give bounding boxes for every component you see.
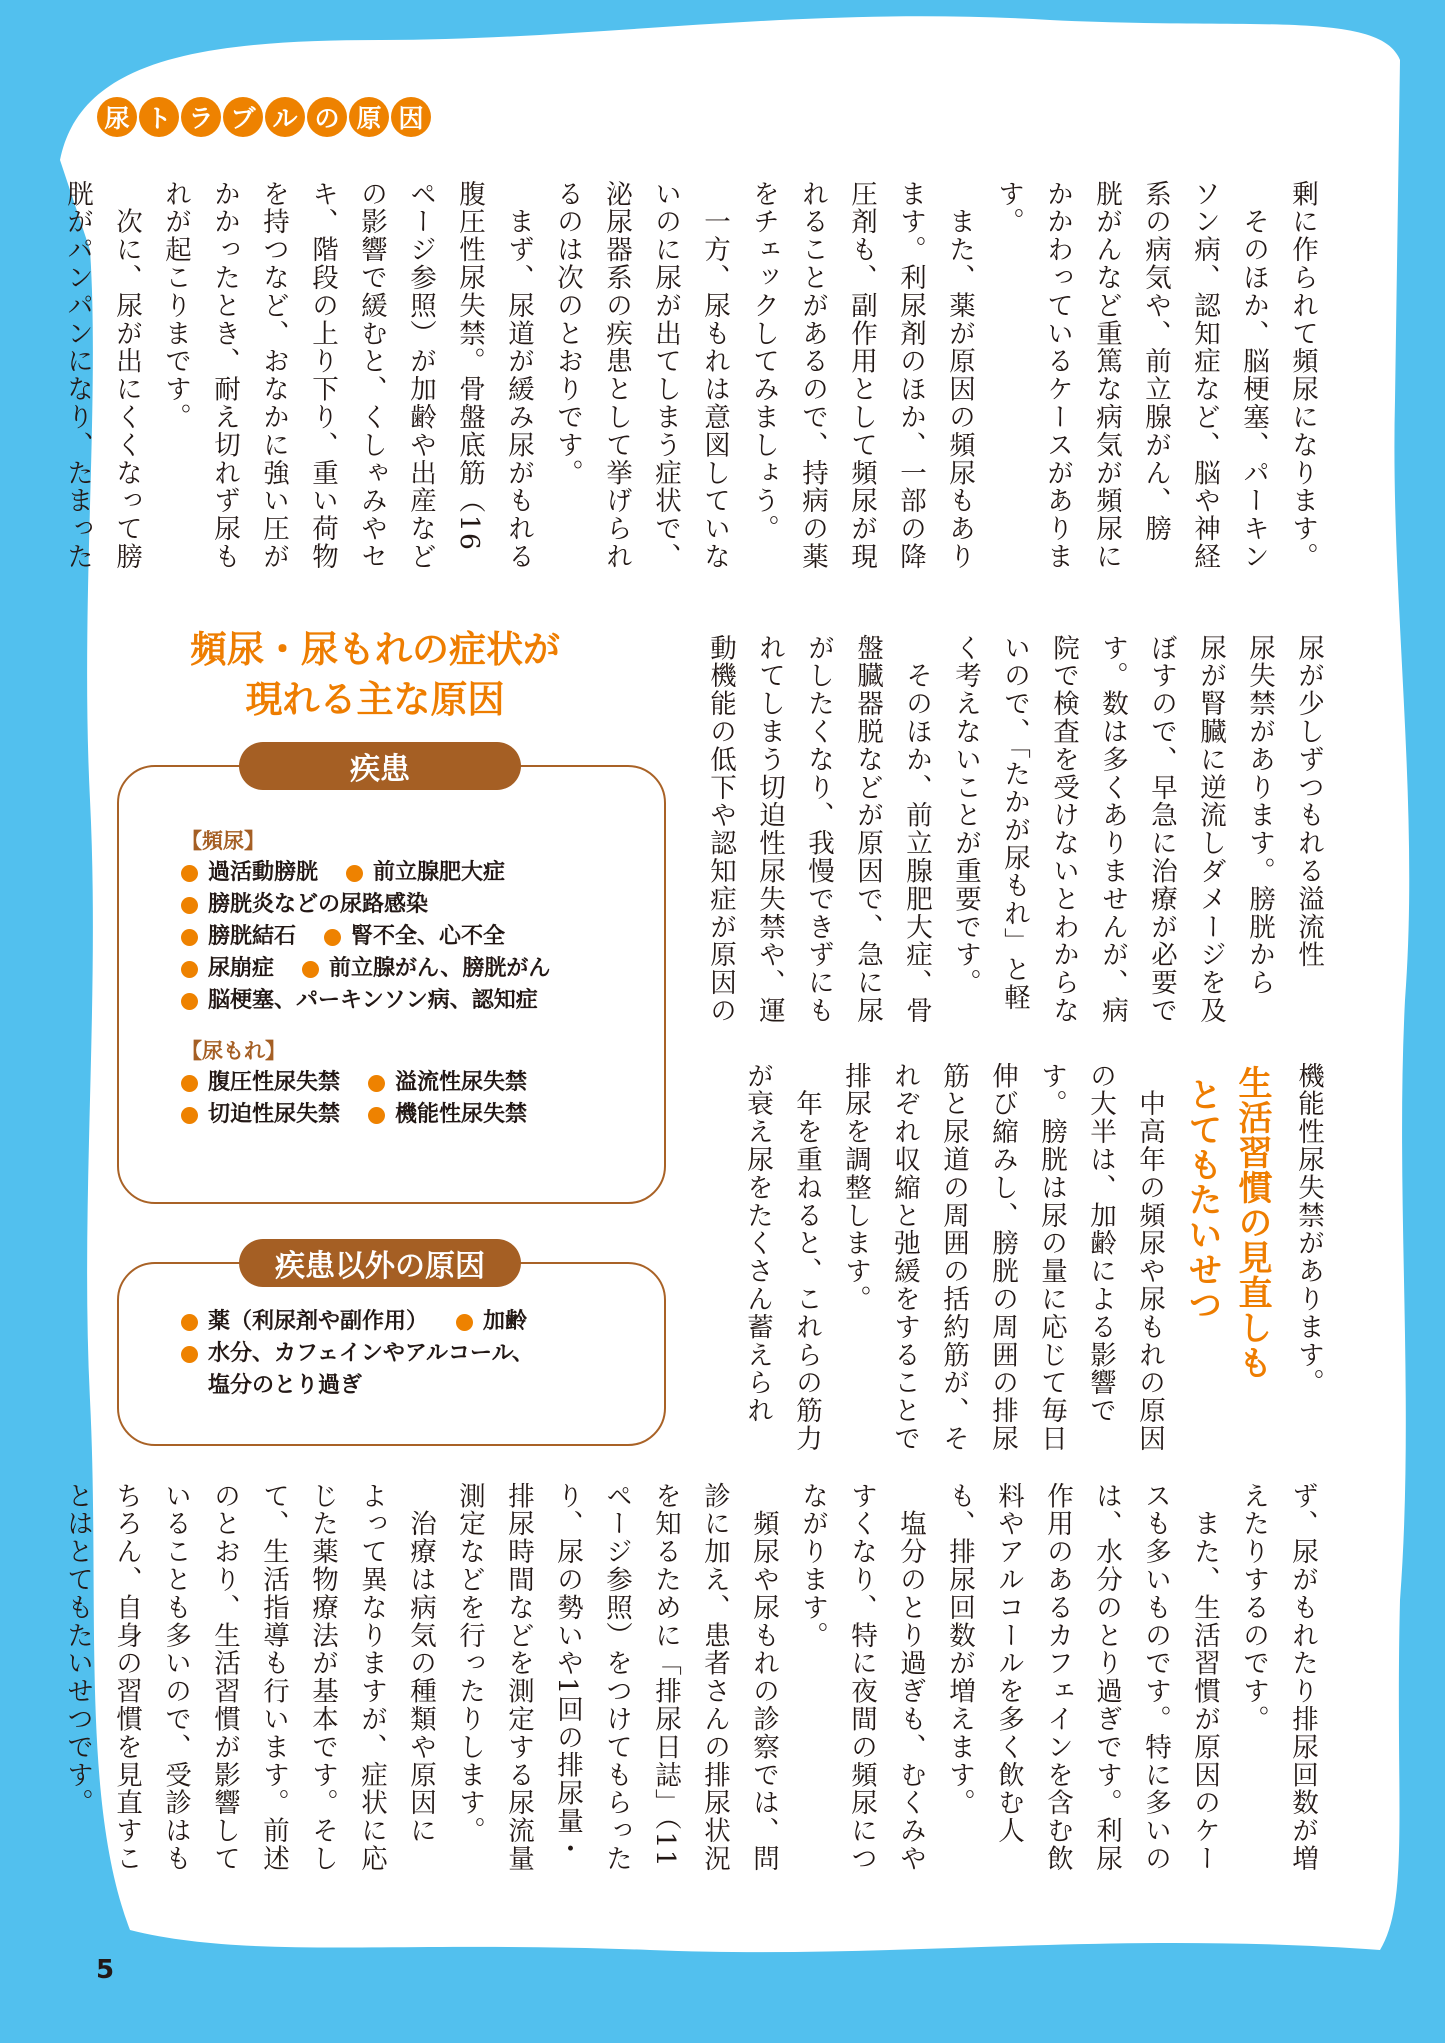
- text-column: 作用のあるカフェインを含む飲: [1042, 1482, 1073, 1873]
- cause-item: [368, 1099, 527, 1131]
- text-column: は、水分のとり過ぎです。利尿: [1091, 1482, 1122, 1873]
- page-number: 5: [96, 1955, 115, 1985]
- text-column: 尿が少しずつもれる溢流性: [1293, 634, 1324, 969]
- cause-item: [302, 953, 550, 985]
- cause-text: 水分、カフェインやアルコール、 塩分のとり過ぎ: [208, 1341, 534, 1398]
- section-tag-char: ラ: [181, 97, 221, 137]
- text-column: 伸び縮みし、膀胱の周囲の排尿: [987, 1062, 1018, 1453]
- text-column: また、薬が原因の頻尿もあり: [944, 180, 975, 571]
- section-tag-char: 因: [391, 97, 431, 137]
- text-column: て、生活指導も行います。前述: [258, 1482, 289, 1873]
- text-column: 院で検査を受けないとわからな: [1048, 634, 1079, 1025]
- text-column: かかったとき、耐え切れず尿も: [209, 180, 240, 571]
- text-column: ます。利尿剤のほか、一部の降: [895, 180, 926, 571]
- text-column: れぞれ収縮と弛緩をすることで: [889, 1062, 920, 1453]
- text-column: をチェックしてみましょう。: [748, 180, 779, 543]
- cause-item: [181, 1338, 534, 1402]
- text-column: り、尿の勢いや1回の排尿量・: [552, 1482, 583, 1863]
- body-text-block-top: [53, 180, 1327, 600]
- text-column: 塩分のとり過ぎも、むくみや: [895, 1482, 926, 1873]
- text-column: 次に、尿が出にくくなって膀: [111, 180, 142, 571]
- text-column: 排尿時間などを測定する尿流量: [503, 1482, 534, 1873]
- text-column: 排尿を調整します。: [840, 1062, 871, 1314]
- cause-text: 膀胱炎などの尿路感染: [208, 892, 429, 917]
- text-column: 胱がパンパンになり、たまった: [62, 180, 93, 571]
- text-column: を持つなど、おなかに強い圧が: [258, 180, 289, 571]
- section-tag-char: の: [307, 97, 347, 137]
- cause-row: [181, 953, 654, 985]
- cause-item: [181, 1067, 340, 1099]
- bullet-icon: [456, 1314, 473, 1331]
- text-column: す。膀胱は尿の量に応じて毎日: [1036, 1062, 1067, 1453]
- cause-row: [181, 889, 654, 921]
- bullet-icon: [368, 1107, 385, 1124]
- text-column: のとおり、生活習慣が影響して: [209, 1482, 240, 1873]
- cause-text: 薬（利尿剤や副作用）: [208, 1309, 429, 1334]
- text-column: 圧剤も、副作用として頻尿が現: [846, 180, 877, 571]
- cause-text: 切迫性尿失禁: [208, 1102, 341, 1127]
- cause-item: [181, 857, 318, 889]
- non-disease-box: [117, 1249, 666, 1446]
- cause-text: 腹圧性尿失禁: [208, 1070, 341, 1095]
- cause-item: [181, 953, 274, 985]
- cause-item: [456, 1306, 527, 1338]
- cause-row: [181, 985, 654, 1017]
- text-column: そのほか、脳梗塞、パーキン: [1238, 180, 1269, 571]
- cause-item: [181, 1099, 340, 1131]
- cause-text: 溢流性尿失禁: [395, 1070, 528, 1095]
- text-column: 治療は病気の種類や原因に: [405, 1482, 436, 1845]
- section-tag-char: 原: [349, 97, 389, 137]
- cause-item: [181, 921, 296, 953]
- text-column: 料やアルコールを多く飲む人: [993, 1482, 1024, 1845]
- lifestyle-heading-line: とてもたいせつ: [1182, 1077, 1222, 1322]
- text-column: ページ参照）が加齢や出産など: [405, 180, 436, 571]
- text-column: ず、尿がもれたり排尿回数が増: [1287, 1482, 1318, 1873]
- body-text-block-middle: [696, 634, 1333, 1054]
- cause-text: 脳梗塞、パーキンソン病、認知症: [208, 988, 538, 1013]
- text-column: キ、階段の上り下り、重い荷物: [307, 180, 338, 571]
- section-tag: [97, 97, 431, 137]
- section-tag-char: ル: [265, 97, 305, 137]
- text-column: く考えないことが重要です。: [950, 634, 981, 997]
- lifestyle-heading: [1177, 1065, 1277, 1380]
- text-column: まず、尿道が緩み尿がもれる: [503, 180, 534, 571]
- bullet-icon: [181, 897, 198, 914]
- text-column: 系の病気や、前立腺がん、膀: [1140, 180, 1171, 543]
- cause-text: 前立腺肥大症: [373, 860, 506, 885]
- cause-text: 加齢: [483, 1309, 528, 1334]
- text-column: 頻尿や尿もれの診察では、問: [748, 1482, 779, 1873]
- text-column: がしたくなり、我慢できずにも: [803, 634, 834, 1025]
- cause-row: [181, 1099, 654, 1131]
- text-column: よって異なりますが、症状に応: [356, 1482, 387, 1873]
- cause-row: [181, 1306, 654, 1338]
- text-column: ページ参照）をつけてもらった: [601, 1482, 632, 1873]
- text-column: ぼすので、早急に治療が必要で: [1146, 634, 1177, 1025]
- text-column: かかわっているケースがありま: [1042, 180, 1073, 571]
- text-column: 筋と尿道の周囲の括約筋が、そ: [938, 1062, 969, 1453]
- cause-item: [368, 1067, 527, 1099]
- bullet-icon: [181, 1075, 198, 1092]
- incontinence-label: 【尿もれ】: [181, 1039, 286, 1063]
- bullet-icon: [181, 929, 198, 946]
- bullet-icon: [181, 961, 198, 978]
- text-column: の大半は、加齢による影響で: [1085, 1062, 1116, 1425]
- cause-item: [324, 921, 505, 953]
- frequent-urination-label: 【頻尿】: [181, 829, 265, 853]
- text-column: の影響で緩むと、くしゃみやセ: [356, 180, 387, 571]
- text-column: れが起こりまです。: [160, 180, 191, 432]
- text-column: スも多いものです。特に多いの: [1140, 1482, 1171, 1873]
- text-column: 機能性尿失禁があります。: [1293, 1062, 1324, 1397]
- section-tag-char: ブ: [223, 97, 263, 137]
- text-column: 泌尿器系の疾患として挙げられ: [601, 180, 632, 571]
- text-column: 一方、尿もれは意図していな: [699, 180, 730, 571]
- text-column: 測定などを行ったりします。: [454, 1482, 485, 1845]
- text-column: 年を重ねると、これらの筋力: [791, 1062, 822, 1453]
- disease-box-tab: 疾患: [239, 742, 521, 790]
- text-column: そのほか、前立腺肥大症、骨: [901, 634, 932, 1025]
- text-column: す。: [993, 180, 1024, 236]
- bullet-icon: [368, 1075, 385, 1092]
- disease-box: [117, 752, 666, 1204]
- text-column: 尿失禁があります。膀胱から: [1244, 634, 1275, 997]
- text-column: が衰え尿をたくさん蓄えられ: [742, 1062, 773, 1425]
- text-column: ソン病、認知症など、脳や神経: [1189, 180, 1220, 571]
- cause-row: [181, 921, 654, 953]
- bullet-icon: [181, 993, 198, 1010]
- text-column: るのは次のとおりです。: [552, 180, 583, 487]
- causes-title-line: 頻尿・尿もれの症状が: [190, 628, 560, 671]
- bullet-icon: [181, 865, 198, 882]
- body-text-block-bottom: [53, 1482, 1327, 1902]
- section-tag-char: ト: [139, 97, 179, 137]
- cause-text: 過活動膀胱: [208, 860, 319, 885]
- text-column: も、排尿回数が増えます。: [944, 1482, 975, 1817]
- lifestyle-heading-line: 生活習慣の見直しも: [1232, 1065, 1272, 1380]
- cause-item: [181, 1306, 428, 1338]
- cause-item: [346, 857, 505, 889]
- cause-item: [181, 985, 538, 1017]
- text-column: を知るために「排尿日誌」（11: [650, 1482, 681, 1868]
- cause-text: 前立腺がん、膀胱がん: [329, 956, 551, 981]
- text-column: いることも多いので、受診はも: [160, 1482, 191, 1873]
- cause-row: [181, 857, 654, 889]
- text-column: いのに尿が出てしまう症状で、: [650, 180, 681, 571]
- text-column: ながります。: [797, 1482, 828, 1650]
- text-column: 中高年の頻尿や尿もれの原因: [1134, 1062, 1165, 1453]
- text-column: じた薬物療法が基本です。そし: [307, 1482, 338, 1873]
- cause-text: 機能性尿失禁: [395, 1102, 528, 1127]
- text-column: す。数は多くありませんが、病: [1097, 634, 1128, 1025]
- bullet-icon: [181, 1107, 198, 1124]
- text-column: すくなり、特に夜間の頻尿につ: [846, 1482, 877, 1873]
- text-column: れることがあるので、持病の薬: [797, 180, 828, 571]
- text-column: いので、「たかが尿もれ」と軽: [999, 634, 1030, 1012]
- text-column: 剰に作られて頻尿になります。: [1287, 180, 1318, 571]
- text-column: 動機能の低下や認知症が原因の: [705, 634, 736, 1025]
- bullet-icon: [346, 865, 363, 882]
- text-column: 腹圧性尿失禁。骨盤底筋（16: [454, 180, 485, 552]
- cause-text: 膀胱結石: [208, 924, 297, 949]
- text-column: 胱がんなど重篤な病気が頻尿に: [1091, 180, 1122, 571]
- cause-text: 腎不全、心不全: [351, 924, 506, 949]
- bullet-icon: [302, 961, 319, 978]
- bullet-icon: [181, 1346, 198, 1363]
- causes-title-line: 現れる主な原因: [245, 678, 505, 721]
- bullet-icon: [324, 929, 341, 946]
- cause-text: 尿崩症: [208, 956, 275, 981]
- text-column: ちろん、自身の習慣を見直すこ: [111, 1482, 142, 1873]
- cause-row: [181, 1338, 654, 1402]
- non-disease-box-tab: 疾患以外の原因: [239, 1239, 521, 1287]
- text-column: 盤臓器脱などが原因で、急に尿: [852, 634, 883, 1025]
- text-column: れてしまう切迫性尿失禁や、運: [754, 634, 785, 1025]
- section-tag-char: 尿: [97, 97, 137, 137]
- bullet-icon: [181, 1314, 198, 1331]
- causes-title: [140, 625, 610, 725]
- text-column: えたりするのです。: [1238, 1482, 1269, 1734]
- text-column: 尿が腎臓に逆流しダメージを及: [1195, 634, 1226, 1025]
- text-column: また、生活習慣が原因のケー: [1189, 1482, 1220, 1873]
- text-column: 診に加え、患者さんの排尿状況: [699, 1482, 730, 1873]
- cause-row: [181, 1067, 654, 1099]
- cause-item: [181, 889, 428, 921]
- text-column: とはとてもたいせつです。: [62, 1482, 93, 1817]
